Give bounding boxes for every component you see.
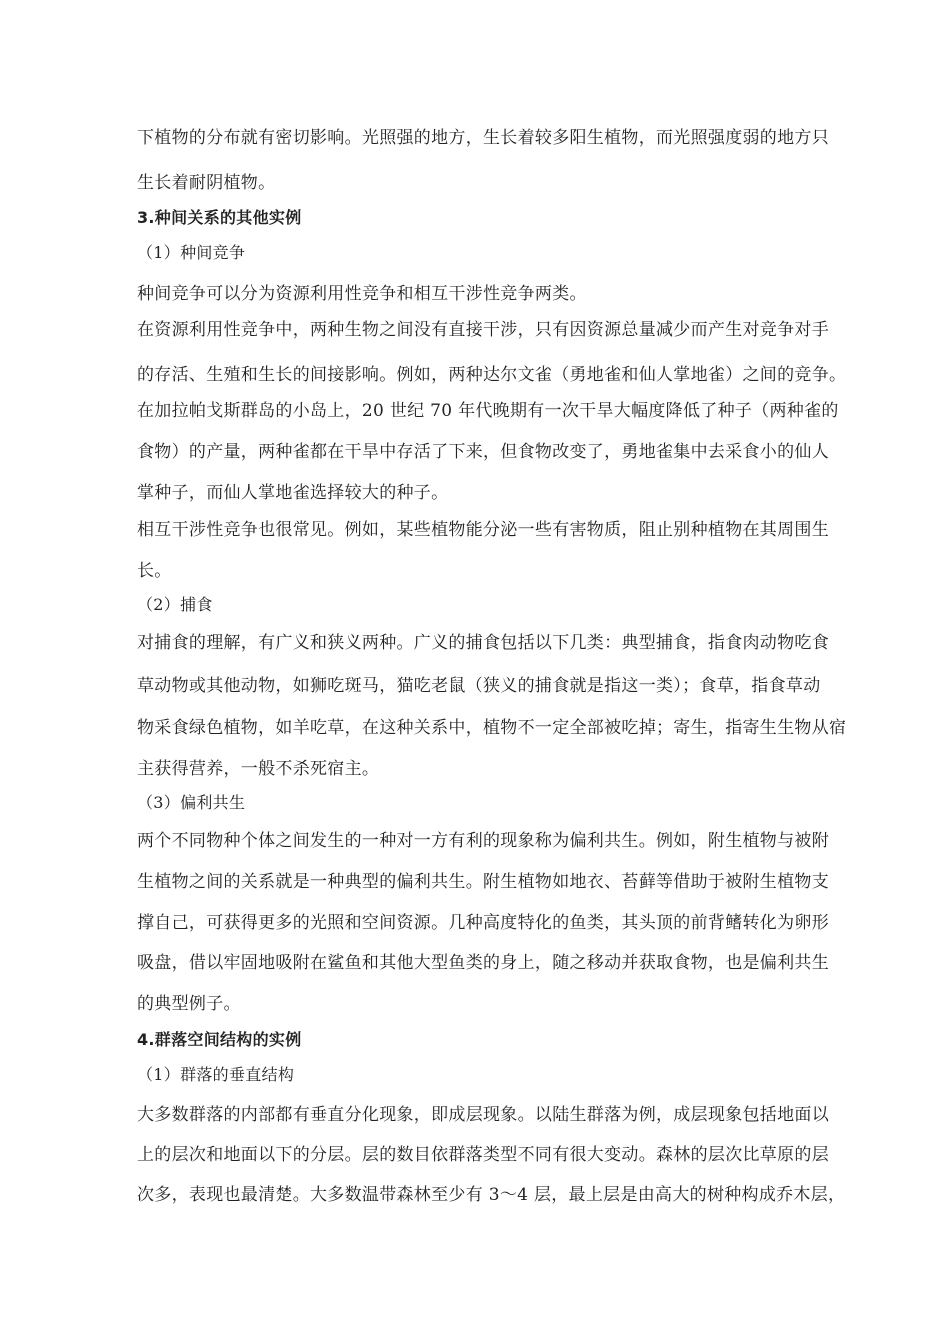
paragraph-line: 种间竞争可以分为资源利用性竞争和相互干涉性竞争两类。 [137,284,587,304]
paragraph-line: 食物）的产量，两种雀都在干旱中存活了下来，但食物改变了，勇地雀集中去采食小的仙人 [137,442,829,462]
paragraph-line: 长。 [137,561,172,581]
paragraph-line: 次多，表现也最清楚。大多数温带森林至少有 3～4 层，最上层是由高大的树种构成乔木层， [137,1185,846,1205]
paragraph-line: 上的层次和地面以下的分层。层的数目依群落类型不同有很大变动。森林的层次比草原的层 [137,1145,829,1165]
paragraph-line: 大多数群落的内部都有垂直分化现象，即成层现象。以陆生群落为例，成层现象包括地面以 [137,1105,829,1125]
paragraph-line: 下植物的分布就有密切影响。光照强的地方，生长着较多阳生植物，而光照强度弱的地方只 [137,128,829,148]
paragraph-line: 的存活、生殖和生长的间接影响。例如，两种达尔文雀（勇地雀和仙人掌地雀）之间的竞争。 [137,365,847,385]
paragraph-line: 相互干涉性竞争也很常见。例如，某些植物能分泌一些有害物质，阻止别种植物在其周围生 [137,520,829,540]
paragraph-line: 撑自己，可获得更多的光照和空间资源。几种高度特化的鱼类，其头顶的前背鳍转化为卵形 [137,913,829,933]
subsection-heading: （1）群落的垂直结构 [137,1065,295,1084]
paragraph-line: 主获得营养，一般不杀死宿主。 [137,759,380,779]
paragraph-line: 在资源利用性竞争中，两种生物之间没有直接干涉，只有因资源总量减少而产生对竞争对手 [137,320,829,340]
paragraph-line: 吸盘，借以牢固地吸附在鲨鱼和其他大型鱼类的身上，随之移动并获取食物，也是偏利共生 [137,953,829,973]
paragraph-line: 生长着耐阴植物。 [137,173,276,193]
paragraph-line: 的典型例子。 [137,994,241,1014]
subsection-heading: （2）捕食 [137,595,213,614]
section-heading: 3.种间关系的其他实例 [137,208,302,227]
section-heading: 4.群落空间结构的实例 [137,1030,302,1049]
paragraph-line: 草动物或其他动物，如狮吃斑马，猫吃老鼠（狭义的捕食就是指这一类）；食草，指食草动 [137,676,821,696]
paragraph-line: 对捕食的理解，有广义和狭义两种。广义的捕食包括以下几类：典型捕食，指食肉动物吃食 [137,633,829,653]
paragraph-line: 物采食绿色植物，如羊吃草，在这种关系中，植物不一定全部被吃掉；寄生，指寄生生物从宿 [137,718,847,738]
paragraph-line: 生植物之间的关系就是一种典型的偏利共生。附生植物如地衣、苔藓等借助于被附生植物支 [137,872,829,892]
paragraph-line: 两个不同物种个体之间发生的一种对一方有利的现象称为偏利共生。例如，附生植物与被附 [137,831,829,851]
paragraph-line: 在加拉帕戈斯群岛的小岛上，20 世纪 70 年代晚期有一次干旱大幅度降低了种子（两种雀的 [137,401,839,421]
paragraph-line: 掌种子，而仙人掌地雀选择较大的种子。 [137,483,449,503]
subsection-heading: （1）种间竞争 [137,243,246,262]
subsection-heading: （3）偏利共生 [137,793,246,812]
